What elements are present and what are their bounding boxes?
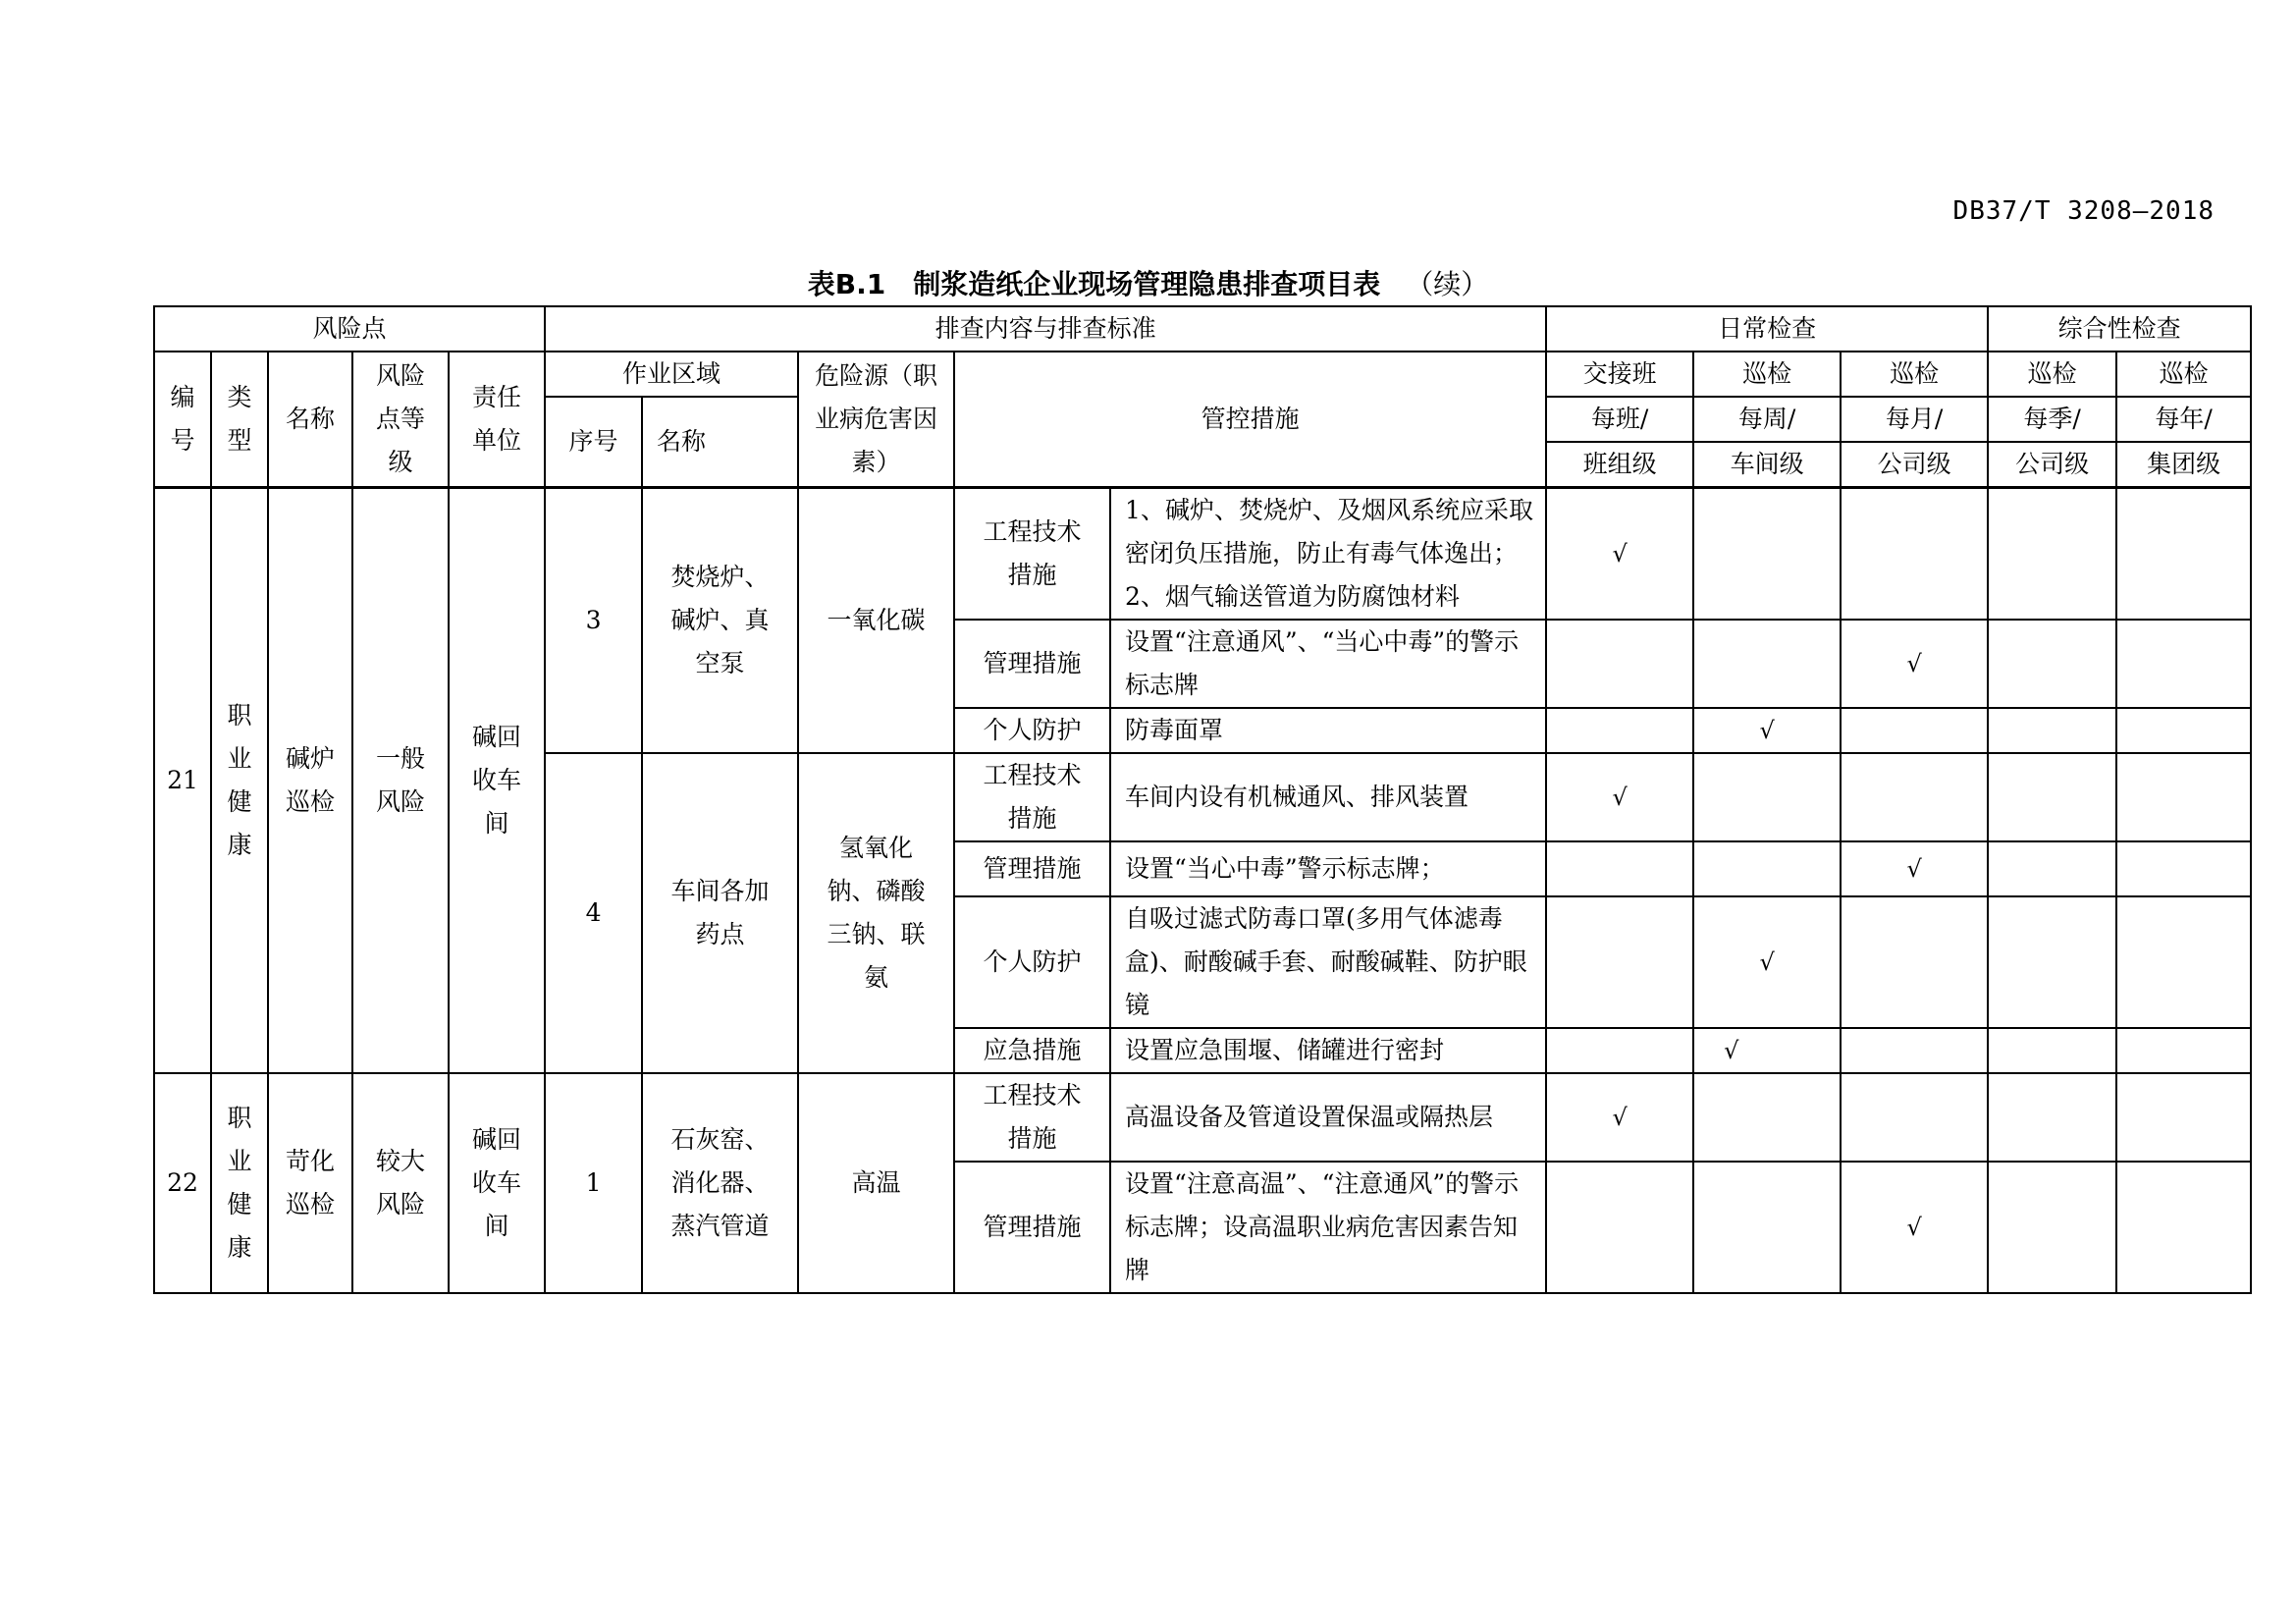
check-c5 [2116, 1073, 2251, 1162]
header-daily-check: 日常检查 [1546, 306, 1988, 352]
check-c5 [2116, 896, 2251, 1028]
measure-content: 高温设备及管道设置保温或隔热层 [1110, 1073, 1546, 1162]
header-responsible-unit-text: 责任单位 [472, 383, 522, 455]
check-c1 [1546, 1028, 1693, 1073]
measure-category-text: 工程技术措施 [983, 761, 1082, 833]
check-c5 [2116, 708, 2251, 753]
header-row-2 [154, 352, 2251, 397]
measure-category [954, 488, 1110, 621]
check-c2 [1693, 841, 1841, 896]
measure-category: 管理措施 [954, 620, 1110, 708]
measure-category: 管理措施 [954, 841, 1110, 896]
group-risk-level [352, 1073, 449, 1293]
check-c3: √ [1841, 841, 1988, 896]
check-c2 [1693, 1162, 1841, 1293]
document-code: DB37/T 3208—2018 [1952, 196, 2215, 226]
header-c1-c: 班组级 [1546, 442, 1693, 488]
check-c1 [1546, 841, 1693, 896]
area-name-text: 焚烧炉、碱炉、真空泵 [670, 563, 770, 677]
area-name [642, 488, 798, 754]
group-risk-level-text: 一般风险 [375, 744, 425, 816]
measure-category [954, 753, 1110, 841]
measure-content: 设置“注意通风”、“当心中毒”的警示标志牌 [1110, 620, 1546, 708]
header-hazard-text: 危险源（职业病危害因素） [815, 361, 938, 476]
check-c3 [1841, 753, 1988, 841]
measure-content: 1、碱炉、焚烧炉、及烟风系统应采取密闭负压措施，防止有毒气体逸出；2、烟气输送管道为防腐蚀材料 [1110, 488, 1546, 621]
group-name-text: 碱炉巡检 [285, 744, 335, 816]
check-c5 [2116, 1028, 2251, 1073]
header-row-1 [154, 306, 2251, 352]
table-title-continued: （续） [1406, 268, 1489, 300]
check-c5 [2116, 620, 2251, 708]
header-id [154, 352, 211, 488]
header-area-name: 名称 [642, 397, 798, 488]
header-risk-point: 风险点 [154, 306, 545, 352]
area-hazard [798, 488, 954, 754]
header-c2-b: 每周/ [1693, 397, 1841, 442]
header-name: 名称 [268, 352, 352, 488]
check-c2 [1693, 488, 1841, 621]
check-c1 [1546, 708, 1693, 753]
check-c2: √ [1693, 708, 1841, 753]
measure-content: 车间内设有机械通风、排风装置 [1110, 753, 1546, 841]
check-c2: √ [1693, 896, 1841, 1028]
check-c4 [1988, 1028, 2116, 1073]
measure-category: 管理措施 [954, 1162, 1110, 1293]
area-hazard-text: 氢氧化钠、磷酸三钠、联氨 [827, 834, 926, 992]
header-type [211, 352, 268, 488]
header-control: 管控措施 [954, 352, 1546, 488]
group-type [211, 1073, 268, 1293]
check-c4 [1988, 841, 2116, 896]
area-name [642, 1073, 798, 1293]
check-c3 [1841, 896, 1988, 1028]
measure-category: 个人防护 [954, 896, 1110, 1028]
check-c3 [1841, 1073, 1988, 1162]
check-c2 [1693, 753, 1841, 841]
area-seq: 1 [545, 1073, 642, 1293]
check-c4 [1988, 1162, 2116, 1293]
group-name [268, 1073, 352, 1293]
check-c5 [2116, 753, 2251, 841]
check-c3 [1841, 708, 1988, 753]
measure-content: 设置“注意高温”、“注意通风”的警示标志牌；设高温职业病危害因素告知牌 [1110, 1162, 1546, 1293]
check-c2 [1693, 1073, 1841, 1162]
table-title [0, 263, 2296, 302]
check-c2: √ [1693, 1028, 1841, 1073]
group-unit-text: 碱回收车间 [472, 723, 522, 838]
header-risk-level-text: 风险点等级 [375, 361, 425, 476]
group-unit [449, 1073, 545, 1293]
group-id: 21 [154, 488, 211, 1074]
measure-content: 设置“当心中毒”警示标志牌； [1110, 841, 1546, 896]
table-row [154, 488, 2251, 621]
check-c1: √ [1546, 753, 1693, 841]
header-c5-c: 集团级 [2116, 442, 2251, 488]
check-c3: √ [1841, 620, 1988, 708]
area-hazard: 高温 [798, 1073, 954, 1293]
check-c3: √ [1841, 1162, 1988, 1293]
group-type [211, 488, 268, 1074]
header-c1-a: 交接班 [1546, 352, 1693, 397]
header-c3-b: 每月/ [1841, 397, 1988, 442]
header-responsible-unit [449, 352, 545, 488]
measure-category: 应急措施 [954, 1028, 1110, 1073]
header-c2-a: 巡检 [1693, 352, 1841, 397]
measure-category-text: 工程技术措施 [983, 517, 1082, 589]
header-check-content: 排查内容与排查标准 [545, 306, 1546, 352]
check-c1 [1546, 1162, 1693, 1293]
group-name [268, 488, 352, 1074]
header-c1-b: 每班/ [1546, 397, 1693, 442]
area-seq: 4 [545, 753, 642, 1073]
check-c1: √ [1546, 488, 1693, 621]
check-c1 [1546, 896, 1693, 1028]
check-c4 [1988, 488, 2116, 621]
area-name-text: 车间各加药点 [670, 877, 770, 948]
check-c4 [1988, 896, 2116, 1028]
check-c4 [1988, 1073, 2116, 1162]
header-seq: 序号 [545, 397, 642, 488]
header-comprehensive-check: 综合性检查 [1988, 306, 2251, 352]
group-unit [449, 488, 545, 1074]
group-risk-level [352, 488, 449, 1074]
table-row [154, 1073, 2251, 1162]
check-c2 [1693, 620, 1841, 708]
header-risk-level [352, 352, 449, 488]
area-hazard-text: 一氧化碳 [827, 606, 926, 634]
check-c5 [2116, 1162, 2251, 1293]
measure-content: 防毒面罩 [1110, 708, 1546, 753]
group-type-text: 职业健康 [227, 701, 252, 859]
measure-category: 个人防护 [954, 708, 1110, 753]
check-c4 [1988, 620, 2116, 708]
check-c4 [1988, 708, 2116, 753]
table-title-text: 表B.1 制浆造纸企业现场管理隐患排查项目表 [807, 268, 1381, 300]
header-c4-a: 巡检 [1988, 352, 2116, 397]
group-unit-text: 碱回收车间 [472, 1125, 522, 1240]
check-c5 [2116, 488, 2251, 621]
check-c1: √ [1546, 1073, 1693, 1162]
measure-content: 自吸过滤式防毒口罩(多用气体滤毒盒)、耐酸碱手套、耐酸碱鞋、防护眼镜 [1110, 896, 1546, 1028]
header-c2-c: 车间级 [1693, 442, 1841, 488]
hazard-check-table [153, 305, 2252, 1294]
header-c5-b: 每年/ [2116, 397, 2251, 442]
area-name-text: 石灰窑、消化器、蒸汽管道 [670, 1125, 770, 1240]
header-c3-c: 公司级 [1841, 442, 1988, 488]
header-c4-b: 每季/ [1988, 397, 2116, 442]
group-type-text: 职业健康 [227, 1104, 252, 1262]
measure-category [954, 1073, 1110, 1162]
check-c3 [1841, 488, 1988, 621]
header-id-text: 编号 [170, 383, 195, 455]
header-hazard [798, 352, 954, 488]
area-hazard [798, 753, 954, 1073]
check-c1 [1546, 620, 1693, 708]
group-risk-level-text: 较大风险 [375, 1147, 425, 1218]
header-type-text: 类型 [227, 383, 252, 455]
header-c3-a: 巡检 [1841, 352, 1988, 397]
check-c3 [1841, 1028, 1988, 1073]
header-c4-c: 公司级 [1988, 442, 2116, 488]
group-name-text: 苛化巡检 [285, 1147, 335, 1218]
area-name [642, 753, 798, 1073]
check-c5 [2116, 841, 2251, 896]
group-id: 22 [154, 1073, 211, 1293]
area-seq: 3 [545, 488, 642, 754]
measure-category-text: 工程技术措施 [983, 1081, 1082, 1153]
measure-content: 设置应急围堰、储罐进行密封 [1110, 1028, 1546, 1073]
header-c5-a: 巡检 [2116, 352, 2251, 397]
header-work-area: 作业区域 [545, 352, 798, 397]
check-c4 [1988, 753, 2116, 841]
